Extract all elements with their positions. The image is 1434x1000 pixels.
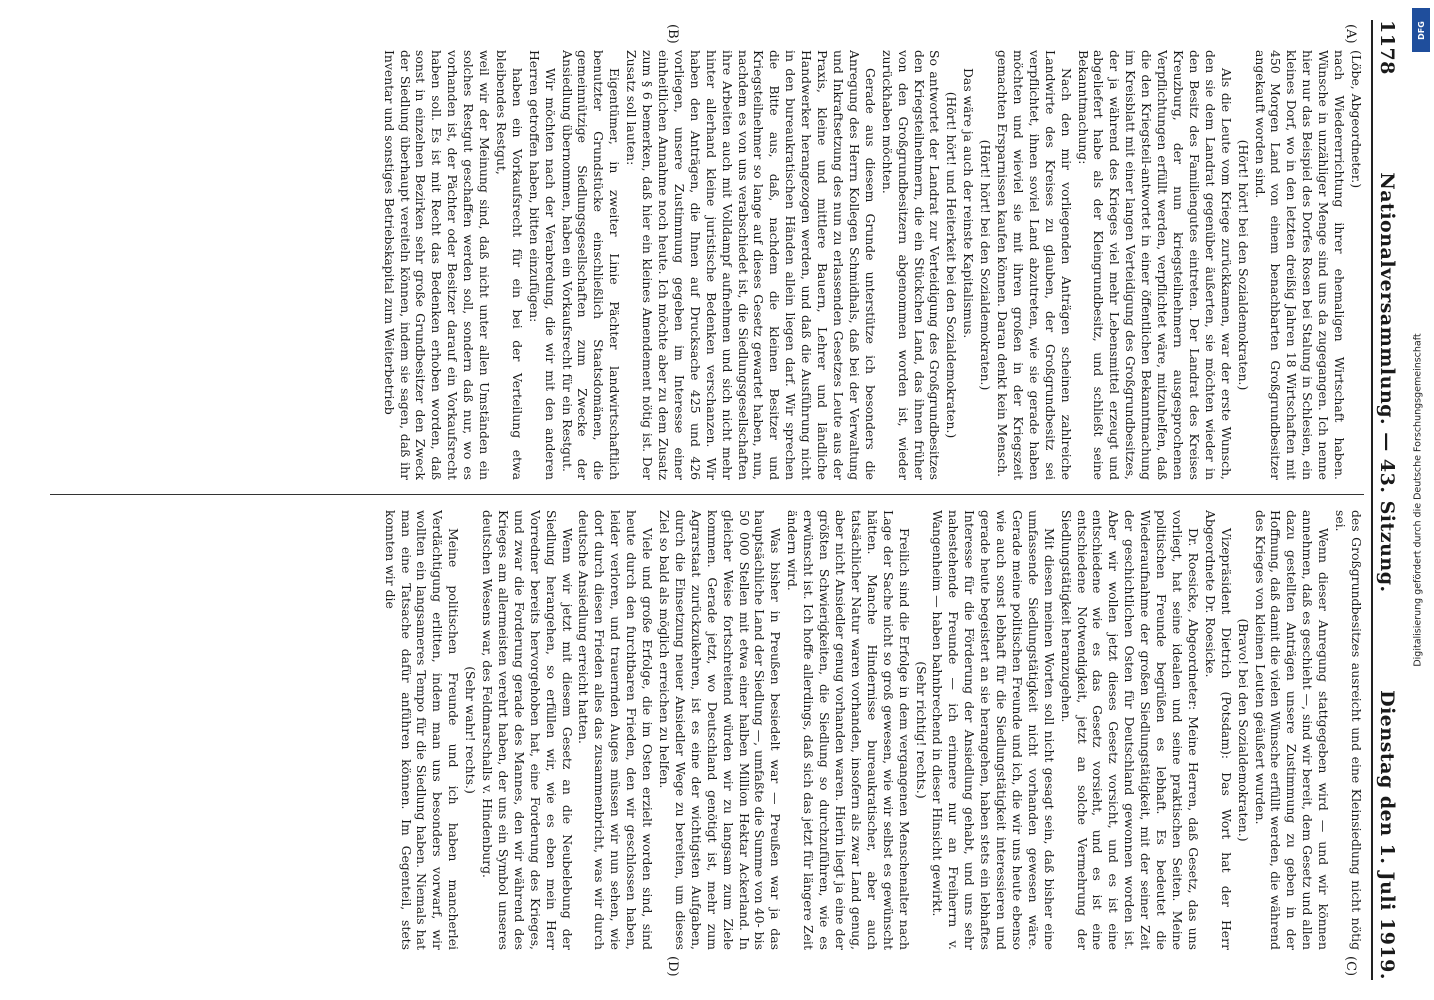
paragraph: Wenn wir jetzt mit diesem Gesetz an die Neubelebung der Siedlung herangehen, so erfüllen wir, wie es eben mein Herr Vorredner bereits hervorgehoben hat, eine Forderung des Krieges, und zwar die Forderung gerade des Mannes, den wir während des Krieges am allermeisten verehrt haben, der uns ein Symbol unseres deutschen Wesens war, des Feldmarschalls v. Hindenburg.: [480, 510, 575, 950]
paragraph: Was bisher in Preußen besiedelt war — Preußen war ja das hauptsächliche Land der Siedlung —, umfaßte die Summe von 40- bis 50 000 Stellen mit etwa einer halben Million Hektar Ackerland. In gleicher Weise fortschreitend würden wir zu langsam zum Ziele kommen. Gerade jetzt, wo Deutschland genötigt ist, mehr zum Agrarstaat zurückzukehren, ist es eine der wichtigsten Aufgaben, durch die Einsetzung neuer Ansiedler Wege zu bereiten, um dieses Ziel so bald als möglich erreichen zu helfen.: [657, 510, 784, 950]
paragraph: Vizepräsident Dietrich (Potsdam): Das Wort hat der Herr Abgeordnete Dr. Roesicke.: [1202, 510, 1234, 950]
paragraph: (Hört! hört! und Heiterkeit bei den Sozialdemokraten.): [944, 91, 960, 439]
dfg-logo-icon: [1412, 8, 1430, 52]
digitization-credit: [1408, 8, 1428, 992]
paragraph: So antwortet der Landrat zur Verteidigung des Großgrundbesitzes den Kriegsteilnehmern, die ein Stückchen Land, das ihnen früher von den Großgrundbesitzern abgenommen worden ist, wieder zurückhaben möchten.: [879, 50, 943, 480]
paragraph: Meine politischen Freunde und ich haben mancherlei Verdächtigung erlitten, indem man uns besonders vorwarf, wir wollten ein langsameres Tempo für die Siedlung haben. Niemals hat man eine Tatsache dafür anführen können. Im Gegenteil, stets konnten wir die: [382, 510, 462, 950]
document-page: [40, 20, 1410, 980]
margin-mark-a: (A): [1343, 24, 1358, 44]
paragraph: Nach den mir vorliegenden Anträgen scheinen zahlreiche Landwirte des Kreises zu glauben, der Großgrundbesitz sei verpflichtet, ihnen soviel Land abzutreten, wie sie gerade haben möchten und wieviel sie mit ihren großen in der Kriegszeit gemachten Ersparnissen kaufen können. Daran denkt kein Mensch.: [995, 50, 1074, 480]
paragraph: Das wäre ja auch der reinste Kapitalismus.: [961, 68, 977, 339]
paragraph: weil wir der Meinung sind, daß nicht unter allen Umständen ein solches Restgut geschaffen werden soll, sondern daß nur, wo es vorhanden ist, der Pächter oder Besitzer darauf ein Vorkaufsrecht haben soll. Es ist mit Recht das Bedenken erhoben worden, daß sonst in einzelnen Bezirken sehr große Grundbesitzer den Zweck der Siedlung überhaupt vereiteln können, indem sie sagen, daß ihr Inventar und sonstiges Betriebskapital zum Weiterbetrieb: [381, 50, 493, 480]
paragraph: Viele und große Erfolge, die im Osten erzielt worden sind, sind heute durch den furchtbaren Frieden, den wir geschlossen haben, leider verloren, und trauernden Auges müssen wir nun sehen, wie dort durch diesen Frieden alles das zusammenbricht, was wir durch deutsche Ansiedlung erreicht hatten.: [576, 510, 656, 950]
paragraph: nach Wiedererrichtung ihrer ehemaligen Wirtschaft haben. Wünsche in unzähliger Menge sind uns da zugegangen. Ich nenne hier nur das Beispiel des Dorfes Rosen bei Stalung in Schlesien, ein kleines Dorf, wo in den letzten dreißig Jahren 18 Wirtschaften mit 450 Morgen Land von einem benachbarten Großgrundbesitzer angekauft worden sind.: [1252, 50, 1348, 480]
paragraph: haben ein Vorkaufsrecht für ein bei der Verteilung etwa bleibendes Restgut,: [493, 50, 525, 480]
paragraph: Mit diesen meinen Worten soll nicht gesagt sein, daß bisher eine umfassende Siedlungstätigkeit nicht vorhanden gewesen wäre. Gerade meine politischen Freunde und ich, die wir uns heute ebenso wie auch sonst lebhaft für die Siedlungstätigkeit interessieren und gerade heute begeistert an sie herangehen, haben stets ein lebhaftes Interesse für die Förderung der Ansiedlung gehabt, und uns sehr nahestehende Freunde — ich erinnere nur an Freiherrn v. Wangenheim — haben bahnbrechend in dieser Hinsicht gewirkt.: [930, 510, 1057, 950]
paragraph: (Sehr richtig! rechts.): [913, 661, 929, 799]
paragraph: Gerade aus diesem Grunde unterstütze ich besonders die Anregung des Herrn Kollegen Schmidhals, daß bei der Verwaltung und Inkraftsetzung des nun zu erlassenden Gesetzes Leute aus der Praxis, kleine und mittlere Bauern, Lehrer und ländliche Handwerker herangezogen werden, und daß die Ausführung nicht in den bureaukratischen Händen allein liegen darf. Wir sprechen die Bitte aus, daß, nachdem die kleinen Besitzer und Kriegsteilnehmer so lange auf dieses Gesetz gewartet haben, nun, nachdem es von uns verabschiedet ist, die Siedlungsgesellschaften ihre Arbeiten auch mit Volldampf aufnehmen und sich nicht mehr hinter allerhand kleine juristische Bedenken verschanzen. Wir haben den Anträgen, die Ihnen auf Drucksache 425 und 426 vorliegen, unsere Zustimmung gegeben im Interesse einer einheitlichen Annahme noch heute. Ich möchte aber zu dem Zusatz zum § 6 bemerken, daß hier ein kleines Amendement nötig ist. Der Zusatz soll lauten:: [624, 50, 878, 480]
paragraph: (Bravo! bei den Sozialdemokraten.): [1235, 618, 1251, 842]
left-column: [50, 50, 1364, 480]
credit-text: Digitalisierung gefördert durch die Deutsche Forschungsgemeinschaft: [1412, 333, 1424, 667]
page-header: [1371, 20, 1410, 980]
paragraph: (Löbe, Abgeordneter.): [1349, 50, 1364, 189]
paragraph: Als die Leute vom Kriege zurückkamen, war der erste Wunsch, den sie dem Landrat gegenüber äußerten, sie möchten wieder in den Besitz des Familiengutes eintreten. Der Landrat des Kreises Kreuzburg, der nun kriegsteilnehmern ausgesprochenen Verpflichtungen erfüllt werden, verpflichtet wäre, mitzuhelfen, daß die den Kriegsteil-antwortet in einer öffentlichen Bekanntmachung im Kreisblatt mit einer langen Verteidigung des Großgrundbesitzes, der ja während des Krieges viel mehr Lebensmittel erzeugt und abgeliefert habe als der Kleingrundbesitz, und schließt seine Bekanntmachung:: [1075, 50, 1234, 480]
page-number: 1178: [1376, 20, 1398, 75]
paragraph: Wir möchten nach der Verabredung, die wir mit den anderen Herren getroffen haben, bitten einzufügen:: [526, 50, 558, 480]
page-title: Nationalversammlung. — 43. Sitzung.: [1376, 172, 1398, 593]
paragraph: Eigentümer, in zweiter Linie Pächter landwirtschaftlich benutzter Grundstücke einschließlich Staatsdomänen, die gemeinnützige Siedlungsgesellschaften zum Zwecke der Ansiedlung übernommen, haben ein Vorkaufsrecht für ein Restgut.: [559, 50, 623, 480]
paragraph: Freilich sind die Erfolge in dem vergangenen Menschenalter nach Lage der Sache nicht so groß gewesen, wie wir selbst es gewünscht hätten. Manche Hindernisse bureaukratischer, aber auch tatsächlicher Natur waren vorhanden, insofern als zwar Land genug, aber nicht Ansiedler genug vorhanden waren. Hierin liegt ja eine der größten Schwierigkeiten, die Siedlung so durchzuführen, wie es erwünscht ist. Ich hoffe allerdings, daß sich das jetzt für längere Zeit ändern wird.: [785, 510, 912, 950]
paragraph: (Hört! hört! bei den Sozialdemokraten.): [978, 139, 994, 391]
rotated-page: [40, 20, 1410, 980]
margin-mark-b: (B): [665, 24, 680, 44]
dfg-logo-text: DFG: [1416, 20, 1426, 40]
margin-mark-c: (C): [1343, 956, 1358, 977]
page-date: Dienstag den 1. Juli 1919.: [1376, 690, 1398, 980]
right-column: [50, 510, 1364, 950]
paragraph: (Sehr wahr! rechts.): [463, 666, 479, 794]
column-divider: [50, 494, 1364, 495]
paragraph: Dr. Roesicke, Abgeordneter: Meine Herren, daß Gesetz, das uns vorliegt, hat seine idealen und seine praktischen Seiten. Meine politischen Freunde begrüßen es lebhaft. Es bedeutet die Wiederaufnahme der großen Siedlungstätigkeit, mit der seiner Zeit der geschichtlichen Osten für Deutschland gewonnen worden ist. Aber wir wollen jetzt dieses Gesetz vorsicht, und es ist eine entschiedene wie es das Gesetz vorsieht, und es ist eine entschiedene Notwendigkeit, jetzt an solche Vermehrung der Siedlungstätigkeit heranzugehen.: [1058, 510, 1201, 950]
margin-mark-d: (D): [665, 956, 680, 977]
paragraph: des Großgrundbesitzes ausreicht und eine Kleinsiedlung nicht nötig sei.: [1333, 510, 1364, 950]
paragraph: Wenn dieser Anregung stattgegeben wird — und wir können annehmen, daß es geschieht —, sind wir bereit, dem Gesetz und allen dazu gestellten Anträgen unsere Zustimmung zu geben in der Hoffnung, daß damit die vielen Wünsche erfüllt werden, die während des Krieges von kleinen Leuten geäußert wurden.: [1252, 510, 1332, 950]
paragraph: (Hört! hört! bei den Sozialdemokraten.): [1235, 139, 1251, 391]
